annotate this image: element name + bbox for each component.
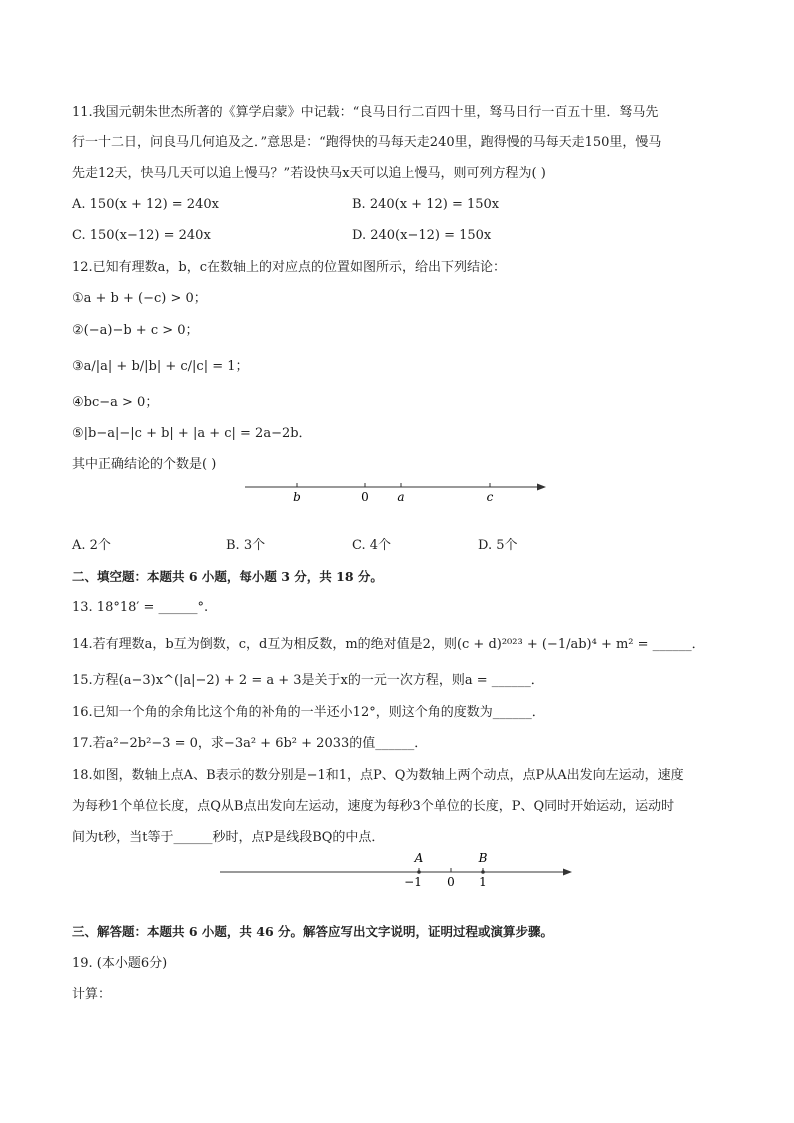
q12-option-c: C. 4个 xyxy=(352,538,392,553)
q12-option-d: D. 5个 xyxy=(478,538,518,553)
q12-number-line xyxy=(240,478,550,508)
q18-axis-arrow xyxy=(563,869,572,876)
q18-line-1: 18.如图，数轴上点A、B表示的数分别是−1和1，点P、Q为数轴上两个动点，点P从A出发向左运动，速度 xyxy=(72,768,684,783)
q12-label-a: a xyxy=(397,490,405,504)
q18-line-2: 为每秒1个单位长度，点Q从B点出发向左运动，速度为每秒3个单位的长度，P、Q同时开始运动，运动时 xyxy=(72,799,675,814)
q11-option-c: C. 150(x−12) = 240x xyxy=(72,228,211,243)
q18-tick-label-neg1: −1 xyxy=(404,875,422,889)
q18-label-b: B xyxy=(478,851,488,865)
q12-statement-2: ②(−a)−b + c > 0； xyxy=(72,323,199,338)
q12-option-a: A. 2个 xyxy=(72,538,111,553)
q12-label-c: c xyxy=(486,490,494,504)
q11-line-3: 先走12天，快马几天可以追上慢马？”若设快马x天可以追上慢马，则可列方程为( ) xyxy=(72,166,546,181)
q12-axis-arrow xyxy=(537,484,546,491)
q19-header: 19. (本小题6分) xyxy=(72,956,168,971)
q11-option-d: D. 240(x−12) = 150x xyxy=(352,228,492,243)
q11-line-2: 行一十二日，问良马几何追及之．”意思是：“跑得快的马每天走240里，跑得慢的马每天走150里，慢马 xyxy=(72,135,662,150)
q13: 13. 18°18′ = ______°. xyxy=(72,600,209,615)
q11-option-b: B. 240(x + 12) = 150x xyxy=(352,197,500,212)
q18-point-b xyxy=(481,870,485,874)
q18-line-3: 间为t秒，当t等于______秒时，点P是线段BQ的中点． xyxy=(72,830,385,845)
q19-prompt: 计算： xyxy=(72,987,112,1002)
q15: 15.方程(a−3)x^(|a|−2) + 2 = a + 3是关于x的一元一次方程，则a = ______． xyxy=(72,673,544,688)
q17: 17.若a²−2b²−3 = 0，求−3a² + 6b² + 2033的值______． xyxy=(72,736,428,751)
q12-label-0: 0 xyxy=(361,490,369,504)
q12-statement-4: ④bc−a > 0； xyxy=(72,395,159,410)
q12-intro: 12.已知有理数a，b，c在数轴上的对应点的位置如图所示，给出下列结论： xyxy=(72,260,507,275)
q12-question: 其中正确结论的个数是( ) xyxy=(72,457,217,472)
q12-statement-5: ⑤|b−a|−|c + b| + |a + c| = 2a−2b． xyxy=(72,426,312,441)
q12-label-b: b xyxy=(293,490,301,504)
q14: 14.若有理数a，b互为倒数，c，d互为相反数，m的绝对值是2，则(c + d)²⁰²³ + (−1/ab)⁴ + m² = ______． xyxy=(72,637,705,652)
q18-tick-label-1: 1 xyxy=(479,875,487,889)
q11-option-a: A. 150(x + 12) = 240x xyxy=(72,197,219,212)
q18-label-a: A xyxy=(414,851,424,865)
q18-tick-label-0: 0 xyxy=(447,875,455,889)
q18-point-a xyxy=(417,870,421,874)
section-3-title: 三、解答题：本题共 6 小题，共 46 分。解答应写出文字说明，证明过程或演算步骤。 xyxy=(72,924,554,939)
q12-option-b: B. 3个 xyxy=(226,538,266,553)
q18-number-line xyxy=(215,848,580,890)
q11-line-1: 11.我国元朝朱世杰所著的《算学启蒙》中记载：“良马日行二百四十里，驽马日行一百五十里．驽马先 xyxy=(72,105,659,120)
section-2-title: 二、填空题：本题共 6 小题，每小题 3 分，共 18 分。 xyxy=(72,569,383,584)
q12-statement-1: ①a + b + (−c) > 0； xyxy=(72,291,207,306)
q16: 16.已知一个角的余角比这个角的补角的一半还小12°，则这个角的度数为______． xyxy=(72,705,545,720)
q12-statement-3: ③a/|a| + b/|b| + c/|c| = 1； xyxy=(72,359,249,374)
